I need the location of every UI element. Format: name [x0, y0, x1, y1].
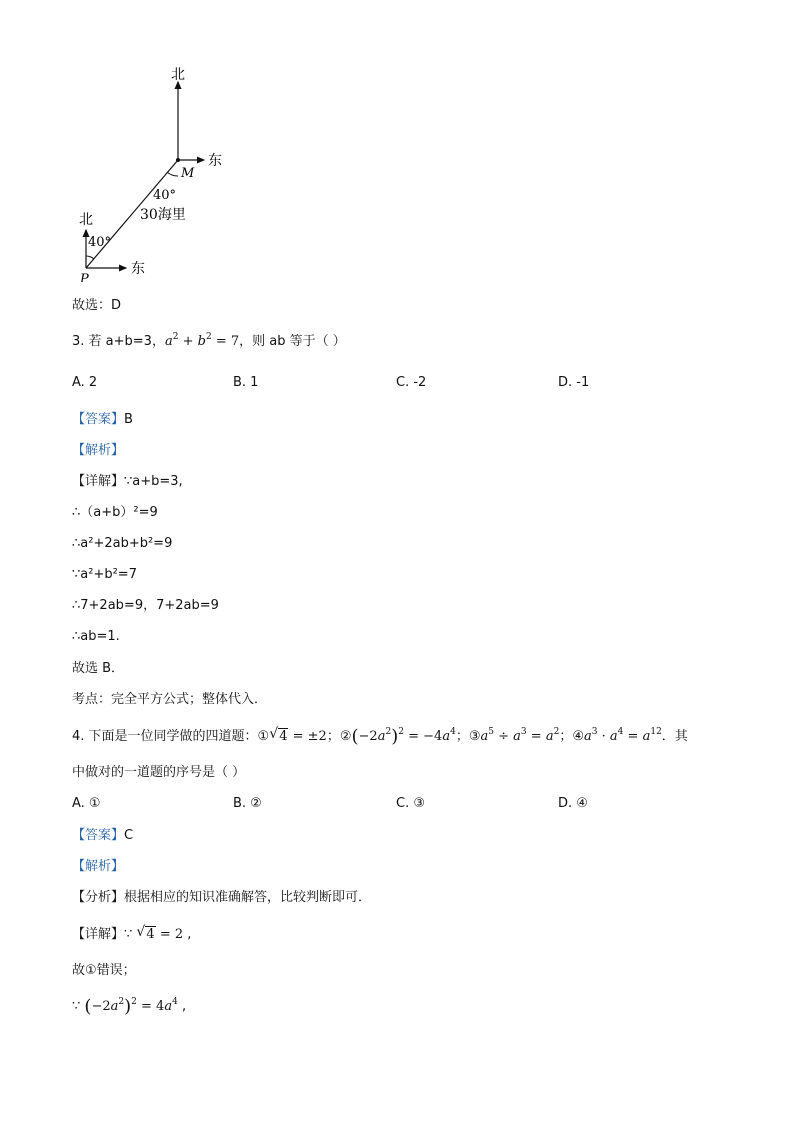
point-p-label: P: [80, 272, 89, 282]
q3-step-1: ∵a+b=3,: [124, 474, 183, 489]
q3-option-b: B. 1: [233, 375, 259, 390]
q3-detail-tag: 【详解】: [72, 474, 125, 489]
angle-arc-p: [86, 256, 94, 259]
q4-answer-tag: 【答案】: [72, 828, 125, 843]
q4-option-b: B. ②: [233, 796, 262, 811]
q4-stem-line1: [72, 728, 688, 746]
q4-stem-item-4: $④a^3 \cdot a^4 = a^{12}$: [572, 727, 662, 744]
q3-stem-prefix: 3. 若 a+b=3，: [72, 334, 165, 349]
q3-option-a: A. 2: [72, 375, 98, 390]
direction-diagram: [0, 62, 260, 282]
q4-stem-item-2: $②(-2a^2)^2 = -4a^4$；: [339, 726, 469, 747]
q3-step-3: ∴a²+2ab+b²=9: [72, 536, 173, 551]
q4-detail-math: ∵ √ 4 = 2 ,: [124, 924, 192, 942]
q4-stem-prefix: 4. 下面是一位同学做的四道题：: [72, 729, 258, 744]
q3-option-d: D. -1: [558, 375, 590, 390]
q4-stem-item-3: $③a^5 \div a^3 = a^2$；: [468, 727, 573, 744]
q4-step-1: 故①错误；: [72, 963, 136, 978]
q4-stem-suffix: ．其: [661, 729, 688, 744]
q3-step-5: ∴7+2ab=9，7+2ab=9: [72, 598, 219, 613]
q4-analysis-tag: 【解析】: [72, 859, 125, 874]
q3-detail: [72, 473, 183, 491]
point-m-label: M: [181, 166, 195, 181]
q3-step-6: ∴ab=1.: [72, 629, 120, 644]
q4-detail: [72, 926, 191, 944]
east-label-bottom: 东: [131, 261, 145, 277]
q4-option-d: D. ④: [558, 796, 588, 811]
q3-stem-equation: $a^2 + b^2 = 7$: [164, 332, 240, 349]
q3-option-c: C. -2: [396, 375, 427, 390]
q4-stem-line2: 中做对的一道题的序号是（ ）: [72, 765, 246, 780]
q3-point: 考点：完全平方公式；整体代入．: [72, 692, 268, 707]
q3-stem-suffix: ，则 ab 等于（ ）: [239, 334, 346, 349]
north-label-left: 北: [79, 212, 93, 228]
q4-fenxi-text: 根据相应的知识准确解答，比较判断即可．: [124, 890, 372, 905]
q2-conclusion: 故选：D: [72, 298, 122, 313]
distance-label: 30海里: [140, 207, 186, 223]
q4-fenxi-tag: 【分析】: [72, 890, 125, 905]
q4-answer: [72, 827, 133, 845]
angle-arc-m: [167, 172, 178, 176]
q4-detail-tag: 【详解】: [72, 927, 125, 942]
angle-label-p: 40°: [88, 235, 112, 250]
q4-step-2: ∵ $(-2a^2)^2 = 4a^4$ ,: [72, 996, 187, 1017]
point-m-dot: [176, 158, 180, 162]
q4-answer-value: C: [124, 828, 134, 843]
q4-stem-item-1: ① √ 4 = ±2；: [257, 726, 340, 744]
q4-option-a: A. ①: [72, 796, 101, 811]
north-label-top: 北: [171, 67, 185, 83]
q3-answer-value: B: [124, 412, 133, 427]
q4-fenxi: [72, 889, 371, 907]
angle-label-m: 40°: [153, 188, 177, 203]
east-label-top: 东: [208, 153, 222, 169]
q3-analysis-tag: 【解析】: [72, 443, 125, 458]
q3-step-4: ∵a²+b²=7: [72, 567, 137, 582]
q3-answer: [72, 411, 133, 429]
q3-conclusion: 故选 B．: [72, 661, 125, 676]
q3-stem: [72, 333, 346, 351]
q4-option-c: C. ③: [396, 796, 425, 811]
q3-answer-tag: 【答案】: [72, 412, 125, 427]
q3-step-2: ∴（a+b）²=9: [72, 505, 158, 520]
